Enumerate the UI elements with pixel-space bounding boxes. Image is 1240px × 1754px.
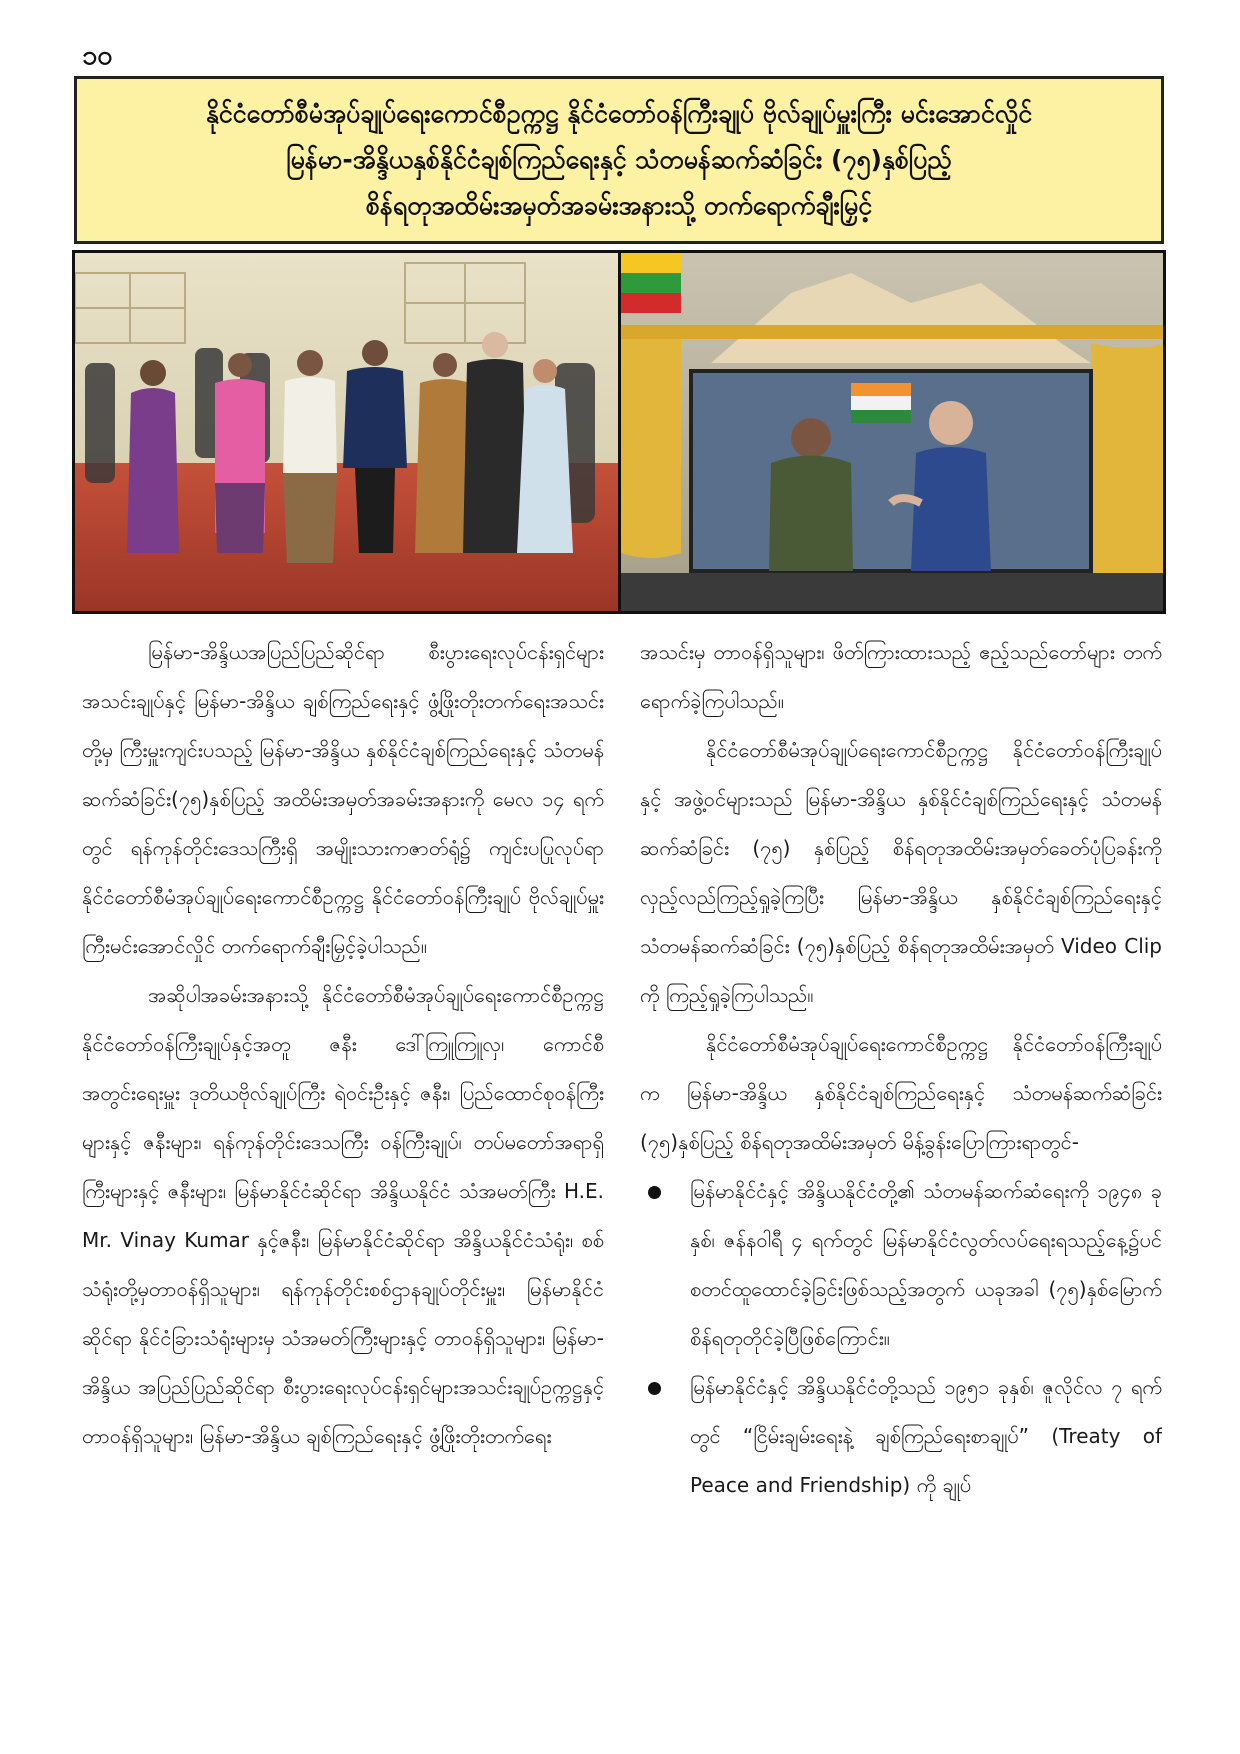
paragraph: နိုင်ငံတော်စီမံအုပ်ချုပ်ရေးကောင်စီဥက္ကဋ္ဌ နိုင်ငံတော်ဝန်ကြီးချုပ်က မြန်မာ-အိန္ဒိယ နှစ်နိုင်ငံချစ်ကြည်ရေးနှင့် သံတမန်ဆက်ဆံခြင်း (၇၅)နှစ်ပြည့် စိန်ရတုအထိမ်းအမှတ် မိန့်ခွန်းပြောကြားရာတွင်-	[640, 1032, 1162, 1154]
ceremony-photo	[75, 253, 618, 611]
right-column	[640, 628, 1162, 1718]
video-screen-graphic	[621, 253, 1163, 611]
paragraph: အသင်းမှ တာဝန်ရှိသူများ၊ ဖိတ်ကြားထားသည့် ဧည့်သည်တော်များ တက်ရောက်ခဲ့ကြပါသည်။	[640, 640, 1162, 713]
paragraph: နိုင်ငံတော်စီမံအုပ်ချုပ်ရေးကောင်စီဥက္ကဋ္ဌ နိုင်ငံတော်ဝန်ကြီးချုပ်နှင့် အဖွဲ့ဝင်များသည် မြန်မာ-အိန္ဒိယ နှစ်နိုင်ငံချစ်ကြည်ရေးနှင့် သံတမန်ဆက်ဆံခြင်း (၇၅) နှစ်ပြည့် စိန်ရတုအထိမ်းအမှတ်ခေတ်ပုံပြခန်းကို လှည့်လည်ကြည့်ရှုခဲ့ကြပြီး မြန်မာ-အိန္ဒိယ နှစ်နိုင်ငံချစ်ကြည်ရေးနှင့် သံတမန်ဆက်ဆံခြင်း (၇၅)နှစ်ပြည့် စိန်ရတုအထိမ်းအမှတ် Video Clip ကို ကြည့်ရှုခဲ့ကြပါသည်။	[640, 738, 1162, 1007]
page-number: ၁၀	[82, 40, 113, 71]
ceremony-photo-graphic	[75, 253, 618, 611]
bullet-icon	[648, 1186, 661, 1199]
title-line-2: မြန်မာ-အိန္ဒိယနှစ်နိုင်ငံချစ်ကြည်ရေးနှင့် သံတမန်ဆက်ဆံခြင်း (၇၅)နှစ်ပြည့်	[286, 145, 952, 174]
left-column	[82, 628, 604, 1718]
list-item	[640, 1167, 1162, 1363]
bullet-icon	[648, 1382, 661, 1395]
photo-strip	[72, 250, 1166, 614]
paragraph: အဆိုပါအခမ်းအနားသို့ နိုင်ငံတော်စီမံအုပ်ချုပ်ရေးကောင်စီဥက္ကဋ္ဌ နိုင်ငံတော်ဝန်ကြီးချုပ်နှင့်အတူ ဇနီး ဒေါ်ကြူကြူလှ၊ ကောင်စီအတွင်းရေးမှူး ဒုတိယဗိုလ်ချုပ်ကြီး ရဲဝင်းဦးနှင့် ဇနီး၊ ပြည်ထောင်စုဝန်ကြီးများနှင့် ဇနီးများ၊ ရန်ကုန်တိုင်းဒေသကြီး ဝန်ကြီးချုပ်၊ တပ်မတော်အရာရှိကြီးများနှင့် ဇနီးများ၊ မြန်မာနိုင်ငံဆိုင်ရာ အိန္ဒိယနိုင်ငံ သံအမတ်ကြီး H.E. Mr. Vinay Kumar နှင့်ဇနီး၊ မြန်မာနိုင်ငံဆိုင်ရာ အိန္ဒိယနိုင်ငံသံရုံး၊ စစ်သံရုံးတို့မှတာဝန်ရှိသူများ၊ ရန်ကုန်တိုင်းစစ်ဌာနချုပ်တိုင်းမှူး၊ မြန်မာနိုင်ငံဆိုင်ရာ နိုင်ငံခြားသံရုံးများမှ သံအမတ်ကြီးများနှင့် တာဝန်ရှိသူများ၊ မြန်မာ-အိန္ဒိယ အပြည်ပြည်ဆိုင်ရာ စီးပွားရေးလုပ်ငန်းရှင်များအသင်းချုပ်ဥက္ကဋ္ဌနှင့် တာဝန်ရှိသူများ၊ မြန်မာ-အိန္ဒိယ ချစ်ကြည်ရေးနှင့် ဖွံ့ဖြိုးတိုးတက်ရေး	[82, 983, 604, 1448]
bullet-text: မြန်မာနိုင်ငံနှင့် အိန္ဒိယနိုင်ငံတို့၏ သံတမန်ဆက်ဆံရေးကို ၁၉၄၈ ခုနှစ်၊ ဇန်နဝါရီ ၄ ရက်တွင် မြန်မာနိုင်ငံလွတ်လပ်ရေးရသည့်နေ့၌ပင် စတင်ထူထောင်ခဲ့ခြင်းဖြစ်သည့်အတွက် ယခုအခါ (၇၅)နှစ်မြောက် စိန်ရတုတိုင်ခဲ့ပြီဖြစ်ကြောင်း။	[690, 1179, 1162, 1350]
article-title-box	[74, 76, 1164, 244]
video-screen-photo	[621, 253, 1163, 611]
paragraph: မြန်မာ-အိန္ဒိယအပြည်ပြည်ဆိုင်ရာ စီးပွားရေးလုပ်ငန်းရှင်များအသင်းချုပ်နှင့် မြန်မာ-အိန္ဒိယ ချစ်ကြည်ရေးနှင့် ဖွံ့ဖြိုးတိုးတက်ရေးအသင်းတို့မှ ကြီးမှူးကျင်းပသည့် မြန်မာ-အိန္ဒိယ နှစ်နိုင်ငံချစ်ကြည်ရေးနှင့် သံတမန်ဆက်ဆံခြင်း(၇၅)နှစ်ပြည့် အထိမ်းအမှတ်အခမ်းအနားကို မေလ ၁၄ ရက်တွင် ရန်ကုန်တိုင်းဒေသကြီးရှိ အမျိုးသားကဇာတ်ရုံ၌ ကျင်းပပြုလုပ်ရာ နိုင်ငံတော်စီမံအုပ်ချုပ်ရေးကောင်စီဥက္ကဋ္ဌ နိုင်ငံတော်ဝန်ကြီးချုပ် ဗိုလ်ချုပ်မှူးကြီးမင်းအောင်လှိုင် တက်ရောက်ချီးမြှင့်ခဲ့ပါသည်။	[82, 640, 604, 958]
title-line-3: စိန်ရတုအထိမ်းအမှတ်အခမ်းအနားသို့ တက်ရောက်ချီးမြှင့်	[365, 191, 873, 220]
speech-points-list	[640, 1167, 1162, 1510]
list-item	[640, 1363, 1162, 1510]
article-body	[82, 628, 1162, 1718]
bullet-text: မြန်မာနိုင်ငံနှင့် အိန္ဒိယနိုင်ငံတို့သည် ၁၉၅၁ ခုနှစ်၊ ဇူလိုင်လ ၇ ရက်တွင် “ငြိမ်းချမ်းရေးနဲ့ ချစ်ကြည်ရေးစာချုပ်” (Treaty of Peace and Friendship) ကို ချုပ်	[690, 1375, 1162, 1497]
title-line-1: နိုင်ငံတော်စီမံအုပ်ချုပ်ရေးကောင်စီဥက္ကဋ္ဌ နိုင်ငံတော်ဝန်ကြီးချုပ် ဗိုလ်ချုပ်မှူးကြီး မင်းအောင်လှိုင်	[205, 99, 1033, 128]
